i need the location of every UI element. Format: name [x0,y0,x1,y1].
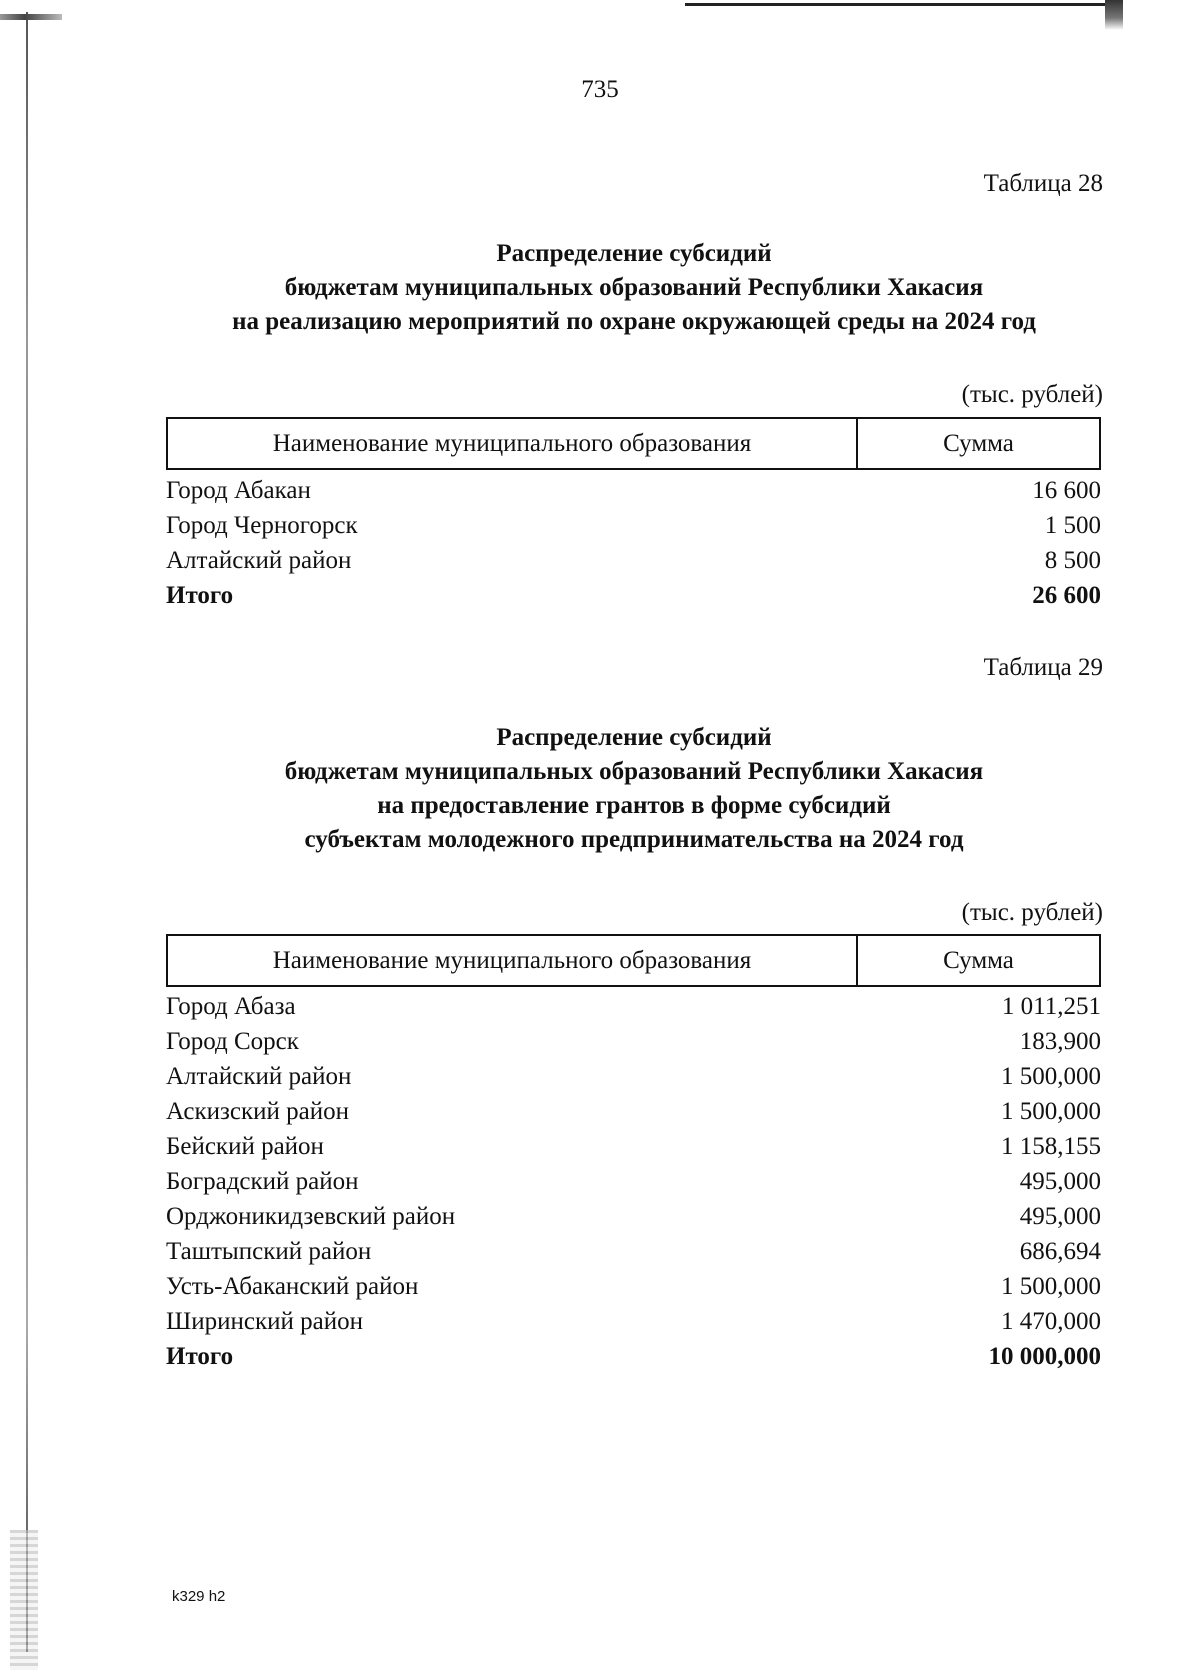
amount: 1 011,251 [1001,993,1101,1020]
table-row [166,543,1101,578]
table-row [166,508,1101,543]
municipality-name: Орджоникидзевский район [166,1203,456,1230]
total-label: Итого [166,582,234,609]
amount: 686,694 [1019,1238,1101,1265]
municipality-name: Аскизский район [166,1098,350,1125]
table-28-units: (тыс. рублей) [961,381,1103,408]
scan-corner-mark-left [0,14,62,20]
table-28-title [0,237,1200,339]
table-row [166,1024,1101,1059]
municipality-name: Усть-Абаканский район [166,1273,419,1300]
table-29-header [166,934,1101,987]
municipality-name: Бейский район [166,1133,324,1160]
table-29-units: (тыс. рублей) [961,899,1103,926]
municipality-name: Город Абаза [166,993,296,1020]
table-29-body [166,989,1101,1374]
amount: 1 500,000 [1001,1063,1101,1090]
table-total-row [166,578,1101,613]
title-line: бюджетам муниципальных образований Республики Хакасия [284,274,984,301]
table-row [166,473,1101,508]
column-header-name: Наименование муниципального образования [168,936,858,985]
table-row [166,989,1101,1024]
title-line: субъектам молодежного предпринимательства на 2024 год [304,826,964,853]
table-total-row [166,1339,1101,1374]
amount: 1 470,000 [1001,1308,1101,1335]
amount: 16 600 [1032,477,1101,504]
title-line: бюджетам муниципальных образований Республики Хакасия [284,758,984,785]
municipality-name: Алтайский район [166,1063,352,1090]
municipality-name: Ширинский район [166,1308,363,1335]
scan-edge-top [685,3,1115,6]
total-amount: 26 600 [1032,582,1101,609]
table-28-body [166,473,1101,613]
footer-code: k329 h2 [172,1588,226,1605]
title-line: Распределение субсидий [496,240,772,267]
amount: 495,000 [1019,1203,1101,1230]
column-header-name: Наименование муниципального образования [168,419,858,468]
total-amount: 10 000,000 [988,1343,1101,1370]
municipality-name: Город Абакан [166,477,311,504]
table-row [166,1269,1101,1304]
title-line: на реализацию мероприятий по охране окружающей среды на 2024 год [232,308,1036,335]
scan-noise-bottom [10,1530,38,1670]
table-row [166,1059,1101,1094]
column-header-amount: Сумма [943,429,1014,457]
table-row [166,1234,1101,1269]
table-row [166,1164,1101,1199]
title-line: на предоставление грантов в форме субсидий [377,792,891,819]
municipality-name: Алтайский район [166,547,352,574]
amount: 8 500 [1044,547,1101,574]
page-number: 735 [581,76,619,103]
table-28-label: Таблица 28 [983,170,1103,197]
amount: 1 158,155 [1001,1133,1101,1160]
municipality-name: Город Черногорск [166,512,358,539]
table-row [166,1304,1101,1339]
column-header-amount: Сумма [943,946,1014,974]
table-row [166,1094,1101,1129]
table-29-label: Таблица 29 [983,654,1103,681]
amount: 183,900 [1019,1028,1101,1055]
table-29-title [0,721,1200,857]
municipality-name: Боградский район [166,1168,359,1195]
municipality-name: Таштыпский район [166,1238,372,1265]
table-row [166,1129,1101,1164]
table-row [166,1199,1101,1234]
municipality-name: Город Сорск [166,1028,299,1055]
total-label: Итого [166,1343,234,1370]
amount: 1 500,000 [1001,1098,1101,1125]
title-line: Распределение субсидий [496,724,772,751]
scan-corner-mark [1105,0,1123,30]
amount: 1 500 [1044,512,1101,539]
amount: 1 500,000 [1001,1273,1101,1300]
amount: 495,000 [1019,1168,1101,1195]
table-28-header [166,417,1101,470]
